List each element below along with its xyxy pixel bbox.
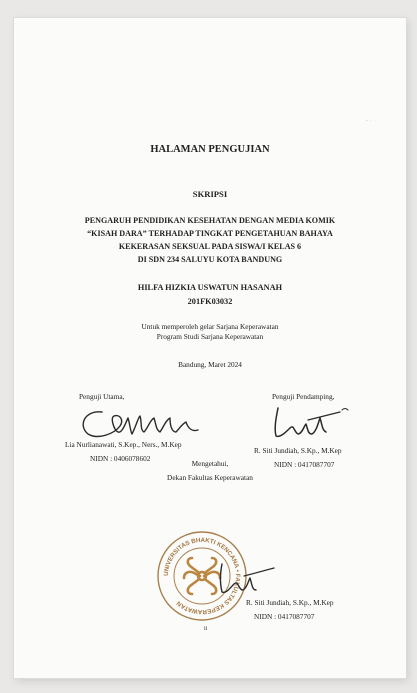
- degree-line-2: Program Studi Sarjana Keperawatan: [156, 332, 264, 341]
- thesis-title-line-1: PENGARUH PENDIDIKAN KESEHATAN DENGAN MEDIA KOMIK: [84, 216, 336, 225]
- scan-speck: - ·: [366, 118, 372, 124]
- degree-line-1: Untuk memperoleh gelar Sarjana Keperawatan: [141, 322, 279, 331]
- examiner-assistant-signature: [264, 402, 364, 444]
- dean-nidn: NIDN : 0417087707: [254, 612, 315, 621]
- examiner-assistant-nidn: NIDN : 0417087707: [274, 460, 335, 469]
- thesis-title-line-3: KEKERASAN SEKSUAL PADA SISWA/I KELAS 6: [118, 242, 302, 251]
- author-name: HILFA HIZKIA USWATUN HASANAH: [137, 283, 283, 292]
- examiner-main-nidn: NIDN : 0406078602: [90, 454, 151, 463]
- svg-text:UNIVERSITAS BHAKTI KENCANA • F: UNIVERSITAS BHAKTI KENCANA • FAKULTAS KEPERAWATAN: [162, 536, 242, 616]
- examiner-assistant-name: R. Siti Jundiah, S.Kp., M.Kep: [254, 446, 342, 455]
- document-page: [14, 18, 406, 678]
- examiner-main-name: Lia Nurlianawati, S.Kep., Ners., M.Kep: [65, 440, 182, 449]
- thesis-title-line-4: DI SDN 234 SALUYU KOTA BANDUNG: [137, 255, 283, 264]
- page-heading: HALAMAN PENGUJIAN: [150, 144, 270, 155]
- student-id: 201FK03032: [187, 297, 233, 306]
- dean-title: Dekan Fakultas Keperawatan: [167, 473, 253, 482]
- page-number: ii: [204, 626, 208, 632]
- examiner-main-role: Penguji Utama,: [79, 392, 125, 401]
- place-date: Bandung, Maret 2024: [178, 360, 242, 369]
- thesis-title-line-2: “KISAH DARA” TERHADAP TINGKAT PENGETAHUAN BAHAYA: [87, 229, 333, 238]
- dean-signature: [214, 556, 284, 600]
- dean-name: R. Siti Jundiah, S.Kp., M.Kep: [246, 598, 334, 607]
- examiner-main-signature: [74, 404, 214, 442]
- examiner-assistant-role: Penguji Pendamping,: [272, 392, 335, 401]
- acknowledged-label: Mengetahui,: [191, 459, 229, 468]
- document-type: SKRIPSI: [192, 189, 228, 199]
